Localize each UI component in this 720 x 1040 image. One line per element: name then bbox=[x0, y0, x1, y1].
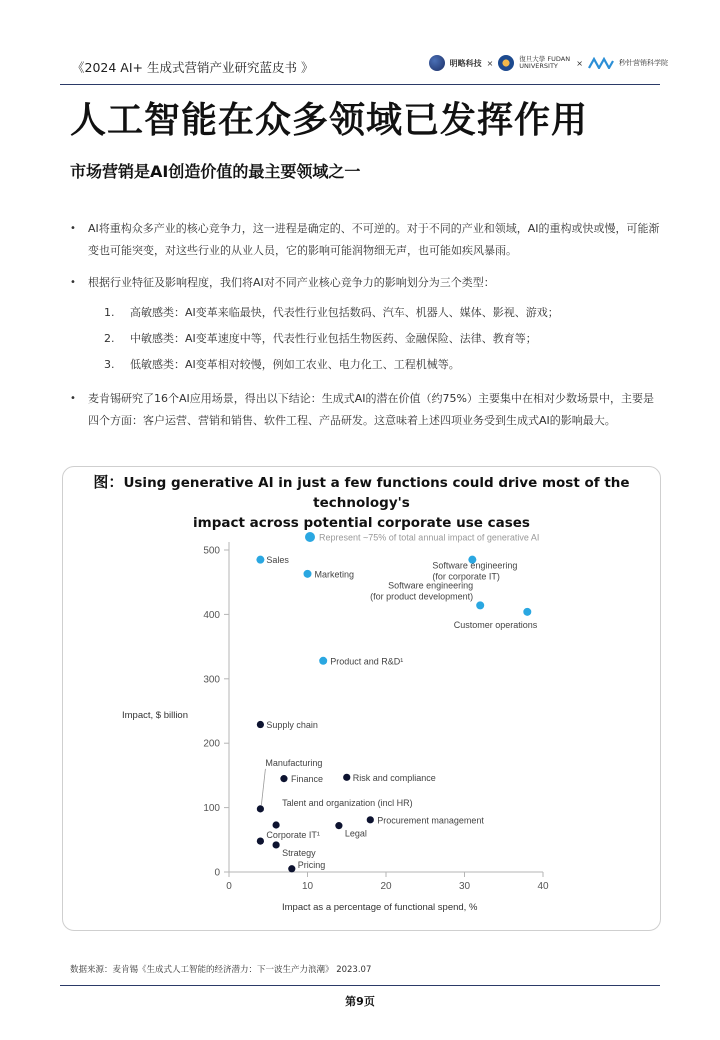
data-label: Customer operations bbox=[453, 619, 538, 630]
paragraph-3 bbox=[70, 388, 660, 432]
data-point bbox=[256, 556, 264, 564]
manufacturing-leader-line bbox=[261, 769, 265, 805]
list-item bbox=[104, 300, 660, 326]
data-point bbox=[273, 821, 280, 828]
data-label: Pricing bbox=[297, 859, 326, 870]
data-label: Legal bbox=[344, 828, 367, 839]
paragraph-1 bbox=[70, 218, 660, 262]
y-tick-label: 0 bbox=[214, 867, 220, 879]
data-label: (for corporate IT) bbox=[432, 571, 500, 582]
list-text: 中敏感类：AI变革速度中等，代表性行业包括生物医药、金融保险、法律、教育等； bbox=[130, 332, 537, 345]
figure-title-line1: Using generative AI in just a few functions could drive most of the technology's bbox=[123, 475, 630, 511]
y-tick-label: 400 bbox=[203, 609, 220, 621]
data-label: Supply chain bbox=[266, 720, 318, 731]
paragraph-text: AI将重构众多产业的核心竞争力，这一进程是确定的、不可逆的。对于不同的产业和领域，AI的重构或快或慢，可能渐变也可能突变，对这些行业的从业人员，它的影响可能润物细无声，也可能如疾风暴雨。 bbox=[88, 222, 660, 257]
partner-logos bbox=[429, 55, 668, 71]
data-label: Strategy bbox=[282, 847, 316, 858]
list-item bbox=[104, 326, 660, 352]
x-tick-label: 20 bbox=[380, 881, 392, 892]
report-title: 《2024 AI+ 生成式营销产业研究蓝皮书 》 bbox=[72, 60, 314, 75]
figure-card bbox=[62, 466, 661, 931]
data-label: Marketing bbox=[314, 569, 355, 580]
footer-divider bbox=[60, 985, 660, 986]
data-label: Product and R&D¹ bbox=[330, 656, 404, 667]
data-point bbox=[523, 608, 531, 616]
times-separator: × bbox=[486, 58, 494, 68]
logo-miaozhen: 秒针营销科学院 bbox=[619, 59, 668, 67]
legend-label: Represent ~75% of total annual impact of generative AI bbox=[319, 532, 540, 543]
list-text: 低敏感类：AI变革相对较慢，例如工农业、电力化工、工程机械等。 bbox=[130, 358, 460, 371]
data-point bbox=[343, 774, 350, 781]
data-point bbox=[335, 822, 342, 829]
data-point bbox=[304, 570, 312, 578]
legend-marker bbox=[305, 532, 315, 542]
data-label: Sales bbox=[266, 555, 289, 566]
y-tick-label: 100 bbox=[203, 803, 220, 815]
paragraph-2 bbox=[70, 272, 660, 294]
x-tick-label: 40 bbox=[537, 881, 549, 892]
page-number: 第9页 bbox=[345, 995, 375, 1008]
data-label: Finance bbox=[290, 774, 323, 785]
list-number: 1. bbox=[104, 306, 115, 319]
data-point bbox=[319, 657, 327, 665]
y-axis-title: Impact, $ billion bbox=[122, 710, 189, 721]
header-divider bbox=[60, 84, 660, 85]
y-tick-label: 500 bbox=[203, 545, 220, 557]
data-label: Corporate IT¹ bbox=[266, 830, 320, 841]
logo-mininglamp: 明略科技 bbox=[449, 58, 482, 68]
y-tick-label: 300 bbox=[203, 674, 220, 686]
fudan-seal-icon bbox=[498, 55, 514, 71]
scatter-chart bbox=[63, 467, 660, 930]
data-source: 数据来源：麦肯锡《生成式人工智能的经济潜力：下一波生产力浪潮》 2023.07 bbox=[70, 965, 372, 975]
miaozhen-logo-icon bbox=[588, 57, 614, 69]
figure-label: 图： bbox=[93, 473, 124, 491]
data-point bbox=[257, 837, 264, 844]
data-point bbox=[476, 601, 484, 609]
data-point bbox=[280, 775, 287, 782]
data-label: (for product development) bbox=[370, 591, 474, 602]
data-point bbox=[367, 816, 374, 823]
data-point bbox=[257, 805, 264, 812]
x-axis-title: Impact as a percentage of functional spend, % bbox=[282, 902, 478, 913]
paragraph-text: 根据行业特征及影响程度，我们将AI对不同产业核心竞争力的影响划分为三个类型： bbox=[88, 276, 495, 289]
data-label: Procurement management bbox=[377, 815, 484, 826]
data-point bbox=[288, 865, 295, 872]
paragraph-text: 麦肯锡研究了16个AI应用场景，得出以下结论：生成式AI的潜在价值（约75%）主要集中在相对少数场景中，主要是四个方面：客户运营、营销和销售、软件工程、产品研发。这意味着上述四项业务受到生成式AI的影响最大。 bbox=[88, 392, 654, 427]
numbered-list bbox=[104, 300, 660, 378]
mininglamp-logo-icon bbox=[429, 55, 445, 71]
times-separator-2: × bbox=[576, 58, 583, 68]
logo-fudan: 復旦大學 FUDAN UNIVERSITY bbox=[519, 55, 571, 70]
body-text bbox=[70, 218, 660, 442]
x-tick-label: 30 bbox=[458, 881, 471, 892]
data-point bbox=[273, 841, 280, 848]
data-label: Manufacturing bbox=[265, 757, 323, 768]
data-label: Software engineering bbox=[388, 580, 474, 591]
bullet-icon: • bbox=[70, 277, 76, 288]
list-text: 高敏感类：AI变革来临最快，代表性行业包括数码、汽车、机器人、媒体、影视、游戏； bbox=[130, 306, 559, 319]
x-tick-label: 0 bbox=[226, 881, 232, 892]
list-item bbox=[104, 352, 660, 378]
data-label: Risk and compliance bbox=[352, 772, 436, 783]
data-label: Software engineering bbox=[432, 560, 518, 571]
bullet-icon: • bbox=[70, 223, 76, 234]
bullet-icon: • bbox=[70, 393, 76, 404]
data-label: Talent and organization (incl HR) bbox=[282, 797, 413, 808]
page-title: 人工智能在众多领域已发挥作用 bbox=[70, 100, 589, 141]
figure-title-line2: impact across potential corporate use cases bbox=[193, 515, 530, 531]
data-point bbox=[257, 721, 264, 728]
list-number: 2. bbox=[104, 332, 115, 345]
page-subtitle: 市场营销是AI创造价值的最主要领域之一 bbox=[70, 162, 361, 181]
y-tick-label: 200 bbox=[203, 738, 220, 750]
list-number: 3. bbox=[104, 358, 115, 371]
x-tick-label: 10 bbox=[301, 881, 314, 892]
